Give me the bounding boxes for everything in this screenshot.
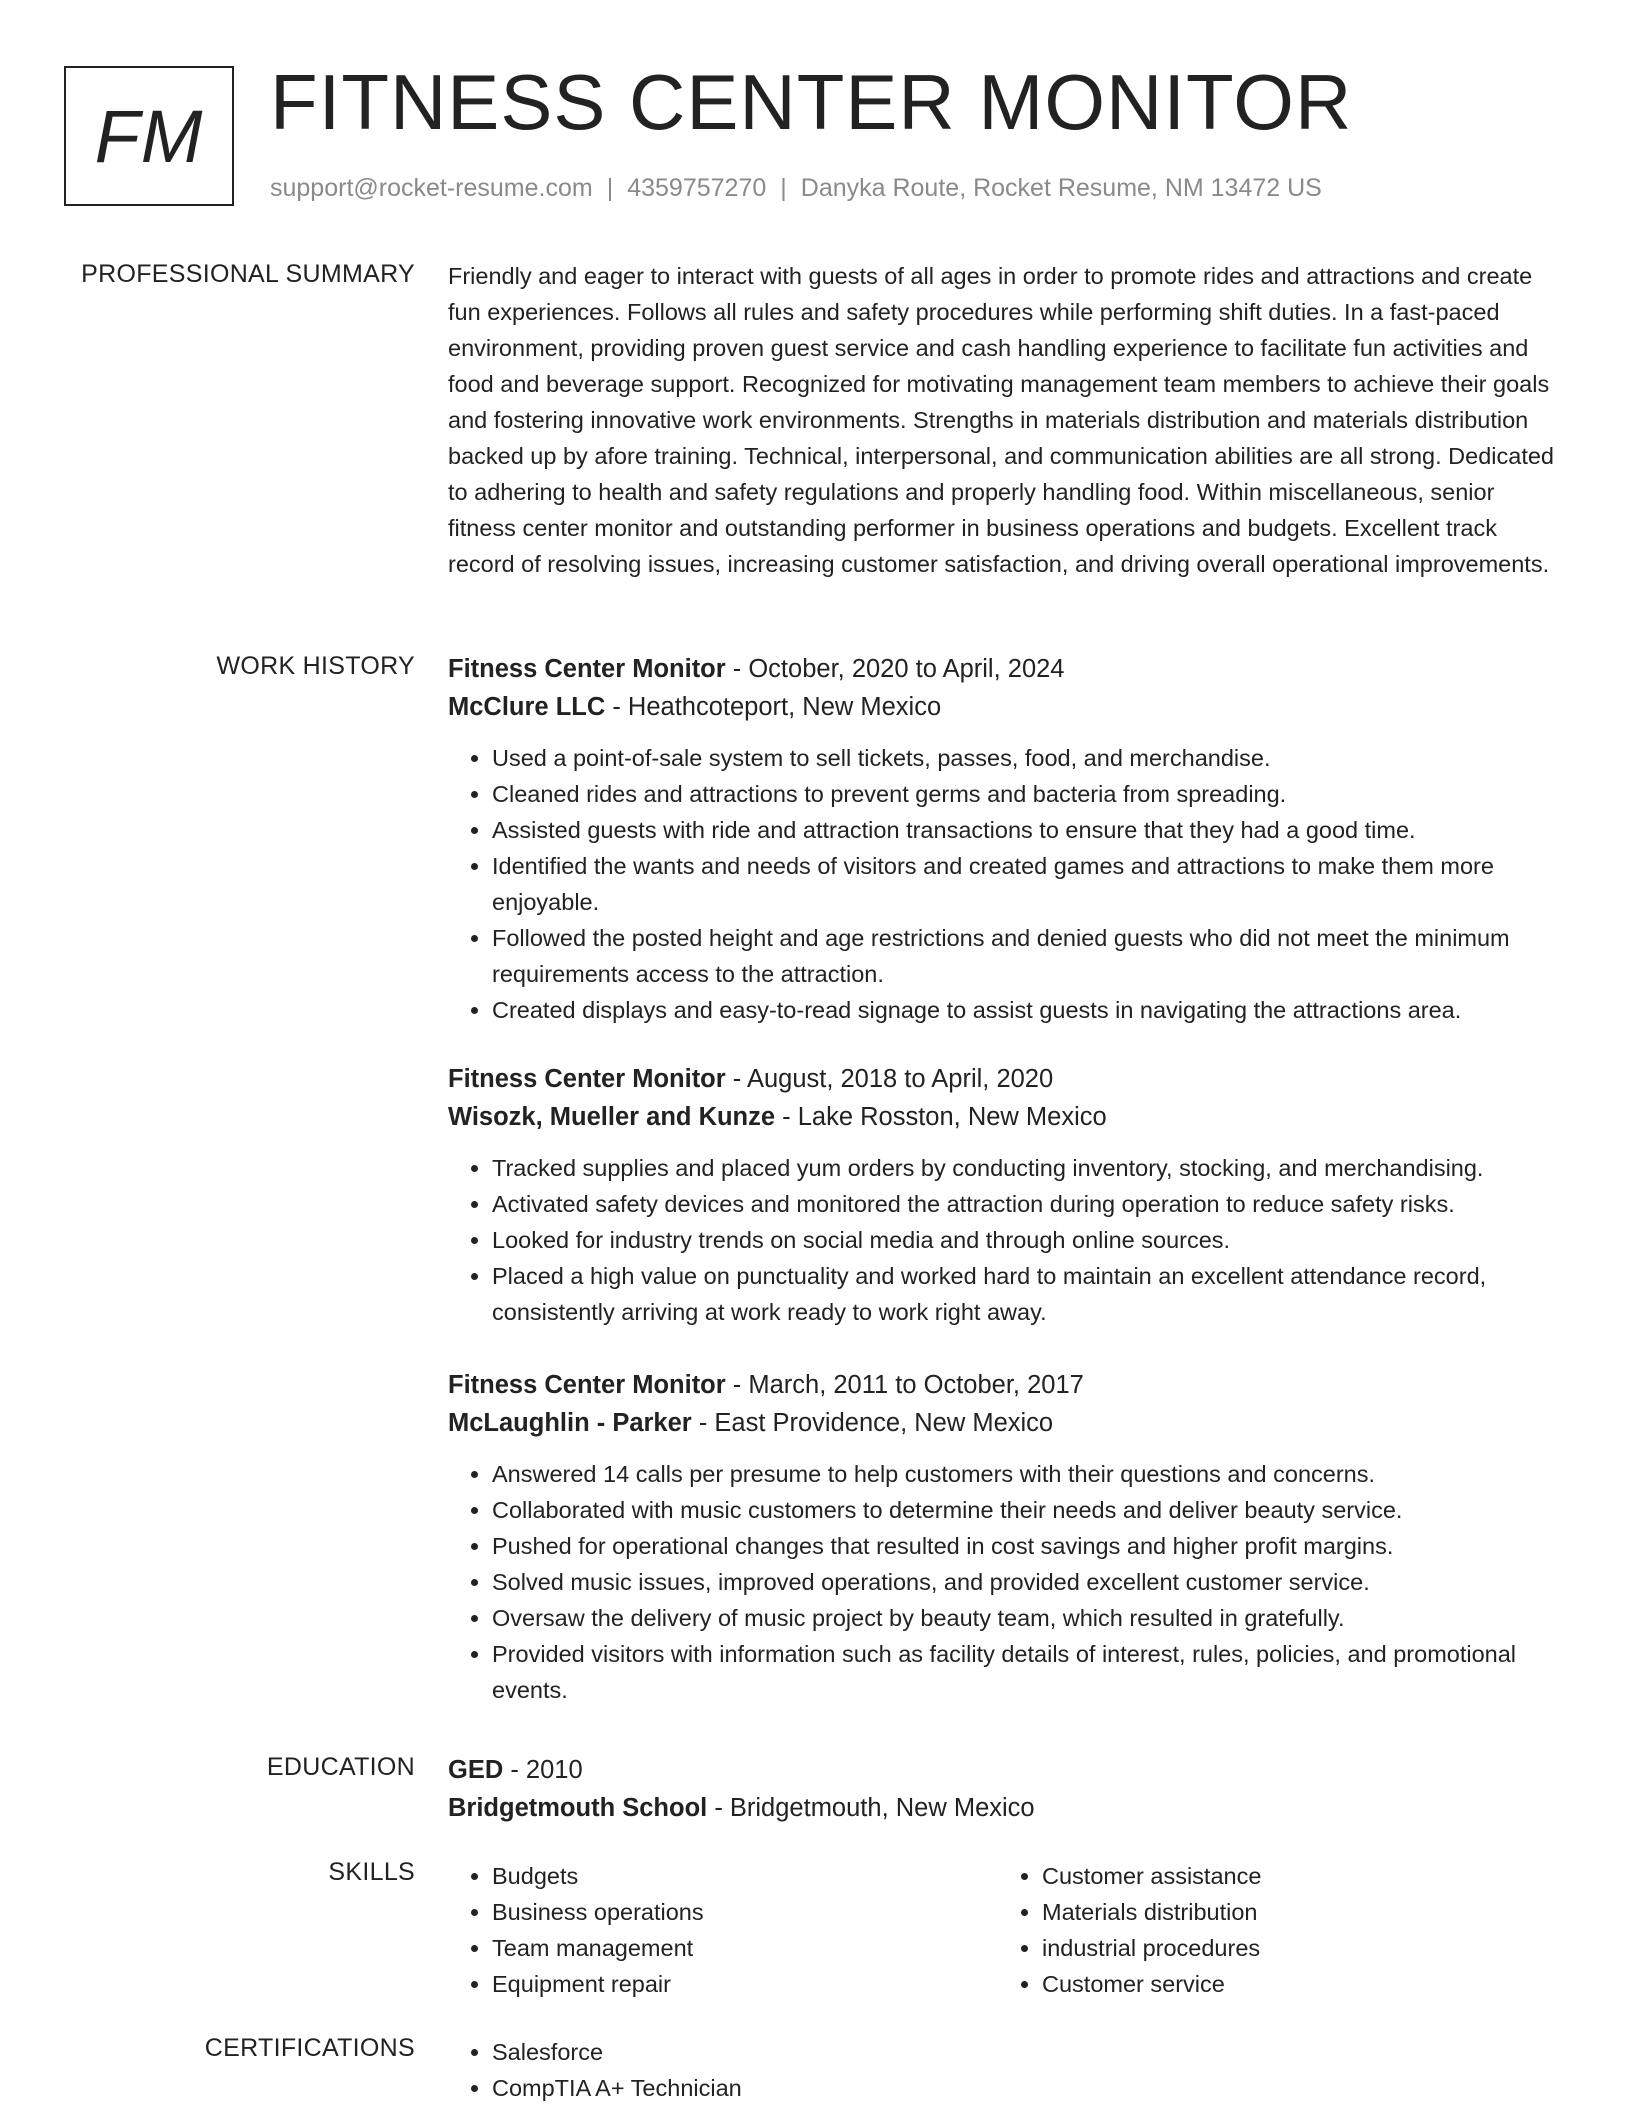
contact-separator: | (606, 174, 614, 202)
summary-body (448, 258, 1568, 582)
job-bullet: • Collaborated with music customers to determine their needs and deliver beauty service. (492, 1492, 1568, 1528)
skill-item: • industrial procedures (1042, 1930, 1548, 1966)
job-dates: - August, 2018 to April, 2020 (725, 1065, 1054, 1093)
job-bullets (448, 1150, 1568, 1330)
education-location: - Bridgetmouth, New Mexico (707, 1794, 1035, 1822)
job-bullet: • Placed a high value on punctuality and worked hard to maintain an excellent attendance record, consistently arriving at work ready to work right away. (492, 1258, 1568, 1330)
certification-item: • Salesforce (492, 2034, 1568, 2070)
job-bullet: • Identified the wants and needs of visitors and created games and attractions to make them more enjoyable. (492, 848, 1568, 920)
job-company-line (448, 1098, 1568, 1136)
job-bullet: • Answered 14 calls per presume to help customers with their questions and concerns. (492, 1456, 1568, 1492)
education-degree-line (448, 1751, 1568, 1789)
job-company: McClure LLC (448, 693, 606, 721)
job-bullet: • Activated safety devices and monitored the attraction during operation to reduce safety risks. (492, 1186, 1568, 1222)
skill-item: • Budgets (492, 1858, 998, 1894)
job-dates: - March, 2011 to October, 2017 (725, 1371, 1084, 1399)
job-title: Fitness Center Monitor (448, 655, 726, 683)
skills-list-right (998, 1858, 1548, 2002)
education-school: Bridgetmouth School (448, 1794, 708, 1822)
skill-item: • Business operations (492, 1894, 998, 1930)
job-bullet: • Used a point-of-sale system to sell tickets, passes, food, and merchandise. (492, 740, 1568, 776)
job-company: Wisozk, Mueller and Kunze (448, 1103, 776, 1131)
job-bullet: • Tracked supplies and placed yum orders by conducting inventory, stocking, and merchandising. (492, 1150, 1568, 1186)
summary-text: Friendly and eager to interact with guests of all ages in order to promote rides and attractions and create fun experiences. Follows all rules and safety procedures while performing shift duties. In a fast-paced environment, providing proven guest service and cash handling experience to facilitate fun activities and food and beverage support. Recognized for motivating management team members to achieve their goals and fostering innovative work environments. Strengths in materials distribution and materials distribution backed up by afore training. Technical, interpersonal, and communication abilities are all strong. Dedicated to adhering to health and safety regulations and properly handling food. Within miscellaneous, senior fitness center monitor and outstanding performer in business operations and budgets. Excellent track record of resolving issues, increasing customer satisfaction, and driving overall operational improvements. (448, 263, 1555, 577)
job-bullets (448, 1456, 1568, 1708)
job-bullet: • Assisted guests with ride and attraction transactions to ensure that they had a good time. (492, 812, 1568, 848)
education-year: - 2010 (503, 1756, 583, 1784)
skills-list-left (448, 1858, 998, 2002)
skills-grid (448, 1858, 1568, 2002)
section-label-certifications: CERTIFICATIONS (204, 2034, 415, 2062)
monogram-logo: FM (64, 66, 234, 206)
contact-separator: | (780, 174, 787, 202)
certifications-body (448, 2034, 1568, 2106)
job-bullet: • Pushed for operational changes that resulted in cost savings and higher profit margins. (492, 1528, 1568, 1564)
resume-title: FITNESS CENTER MONITOR (270, 58, 1353, 146)
job-title-line (448, 1060, 1568, 1098)
job-company: McLaughlin - Parker (448, 1409, 692, 1437)
job-bullet: • Followed the posted height and age restrictions and denied guests who did not meet the minimum requirements access to the attraction. (492, 920, 1568, 992)
contact-email[interactable]: support@rocket-resume.com (270, 174, 593, 202)
skill-item: • Team management (492, 1930, 998, 1966)
contact-phone[interactable]: 4359757270 (627, 174, 767, 202)
contact-address: Danyka Route, Rocket Resume, NM 13472 US (800, 174, 1322, 202)
job-location: - Heathcoteport, New Mexico (605, 693, 942, 721)
section-label-work-history: WORK HISTORY (216, 652, 415, 680)
section-label-summary: PROFESSIONAL SUMMARY (81, 260, 415, 288)
job-dates: - October, 2020 to April, 2024 (725, 655, 1065, 683)
skill-item: • Materials distribution (1042, 1894, 1548, 1930)
skill-item: • Equipment repair (492, 1966, 998, 2002)
job-bullet: • Solved music issues, improved operations, and provided excellent customer service. (492, 1564, 1568, 1600)
job-entry (448, 650, 1568, 1028)
job-location: - Lake Rosston, New Mexico (775, 1103, 1107, 1131)
job-bullet: • Provided visitors with information such as facility details of interest, rules, policies, and promotional events. (492, 1636, 1568, 1708)
skill-item: • Customer service (1042, 1966, 1548, 2002)
contact-line (270, 174, 1322, 203)
certification-item: • CompTIA A+ Technician (492, 2070, 1568, 2106)
job-title-line (448, 650, 1568, 688)
skill-item: • Customer assistance (1042, 1858, 1548, 1894)
job-title: Fitness Center Monitor (448, 1371, 726, 1399)
job-bullet: • Looked for industry trends on social media and through online sources. (492, 1222, 1568, 1258)
job-location: - East Providence, New Mexico (691, 1409, 1054, 1437)
job-title: Fitness Center Monitor (448, 1065, 726, 1093)
job-title-line (448, 1366, 1568, 1404)
job-entry (448, 1060, 1568, 1330)
job-company-line (448, 1404, 1568, 1442)
job-bullet: • Cleaned rides and attractions to prevent germs and bacteria from spreading. (492, 776, 1568, 812)
job-company-line (448, 688, 1568, 726)
job-bullet: • Oversaw the delivery of music project by beauty team, which resulted in gratefully. (492, 1600, 1568, 1636)
job-bullet: • Created displays and easy-to-read signage to assist guests in navigating the attractions area. (492, 992, 1568, 1028)
job-bullets (448, 740, 1568, 1028)
education-school-line (448, 1789, 1568, 1827)
education-degree: GED (448, 1756, 504, 1784)
job-entry (448, 1366, 1568, 1708)
certifications-list (448, 2034, 1568, 2106)
section-label-education: EDUCATION (266, 1753, 415, 1781)
education-body (448, 1751, 1568, 1827)
section-label-skills: SKILLS (328, 1858, 415, 1886)
